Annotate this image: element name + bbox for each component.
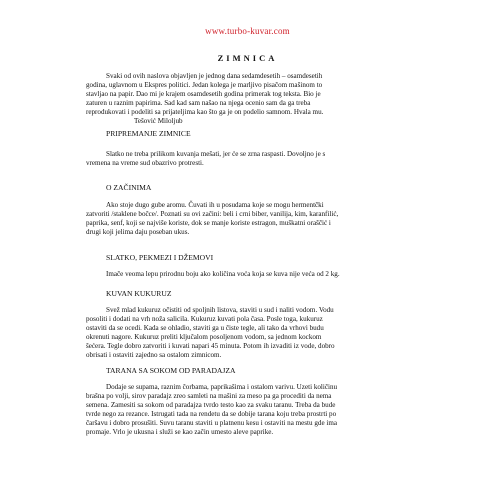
section-heading: SLATKO, PEKMEZI I DŽEMOVI	[106, 253, 214, 262]
text-line: drugi koji jelima daju poseban ukus.	[86, 228, 190, 236]
text-line: tvrde nego za rezance. Istrugati tada na rendetu da se dobije tarana koju treba prostrti po	[86, 410, 337, 418]
text-line: reprodukovati i podeliti sa prijateljima kao što ga je on podelio samnom. Hvala mu.	[86, 108, 324, 116]
text-line: Imače veoma lepu prirodnu boju ako količina voća koja se kuva nije veća od 2 kg.	[106, 270, 340, 278]
text-line: Dodaje se supama, raznim čorbama, paprikašima i ostalom varivu. Uzeti količinu	[106, 383, 338, 391]
text-line: posoliti i dodati na vrh noža salicila. Kukuruz kuvati pola časa. Posle toga, kukuruz	[86, 315, 323, 323]
text-line: čaršavu i dobro prosušiti. Suvu taranu staviti u platnenu kesu i ostaviti na mestu gde ima	[86, 419, 337, 427]
section-heading: PRIPREMANJE ZIMNICE	[106, 129, 191, 138]
section-paragraph	[86, 270, 426, 279]
section-paragraph	[86, 201, 426, 237]
text-line: Svež mlad kukuruz očistiti od spoljnih listova, staviti u sud i naliti vodom. Vodu	[106, 306, 334, 314]
text-line: brašna po volji, sirov paradajz zreo samleti na mašini za meso pa ga procediti da nema	[86, 392, 332, 400]
text-line: okrenuti nagore. Kukuruz preliti ključalom posoljenom vodom, sa jednom kockom	[86, 333, 322, 341]
text-line: godina, uglavnom u Ekspres politici. Jedan kolega je marljivo pisačom mašinom to	[86, 81, 323, 89]
section-paragraph	[86, 150, 426, 168]
text-line: paprika, senf, koji se najviše koriste, dok se manje koriste estragon, muškatni oraščić i	[86, 219, 331, 227]
section-heading: TARANA SA SOKOM OD PARADAJZA	[106, 366, 236, 375]
author-signature: Tešović Miloljub	[134, 117, 183, 125]
section-paragraph	[86, 306, 426, 360]
intro-paragraph	[86, 72, 426, 126]
text-line: zatvoriti /staklene bočce/. Poznati su ovi začini: beli i crni biber, vanilija, kim, karanfilić,	[86, 210, 339, 218]
text-line: šećera. Tegle dobro zatvoriti i kuvati napari 45 minuta. Potom ih izvaditi iz vode, dobro	[86, 342, 335, 350]
section-heading: KUVAN KUKURUZ	[106, 289, 172, 298]
document-title: ZIMNICA	[217, 53, 278, 63]
section-heading: O ZAČINIMA	[106, 183, 152, 192]
text-line: Ako stoje dugo gube aromu. Čuvati ih u posudama koje se mogu hermentčki	[106, 201, 324, 209]
text-line: ostaviti da se ocedi. Kada se ohladio, staviti ga u čiste tegle, ali tako da vrhovi budu	[86, 324, 324, 332]
section-paragraph	[86, 383, 426, 437]
text-line: semena. Zamesiti sa sokom od paradajza tvrdo testo kao za svaku taranu. Treba da bude	[86, 401, 336, 409]
site-url: www.turbo-kuvar.com	[205, 26, 290, 36]
text-line: Svaki od ovih naslova objavljen je jednog dana sedamdesetih – osamdesetih	[106, 72, 323, 80]
text-line: promaje. Vrlo je ukusna i služi se kao začin umesto aleve paprike.	[86, 428, 274, 436]
text-line: obrisati i ostaviti zajedno sa ostalom zimnicom.	[86, 351, 222, 359]
text-line: vremena na vreme sud obazrivo protresti.	[86, 159, 204, 167]
text-line: stavljao na papir. Dao mi je krajem osamdesetih godina primerak tog teksta. Bio je	[86, 90, 321, 98]
text-line: Slatko ne treba prilikom kuvanja mešati, jer će se zrna raspasti. Dovoljno je s	[106, 150, 326, 158]
text-line: zaturen u raznim papirima. Sad kad sam našao na njega ocenio sam da ga treba	[86, 99, 311, 107]
